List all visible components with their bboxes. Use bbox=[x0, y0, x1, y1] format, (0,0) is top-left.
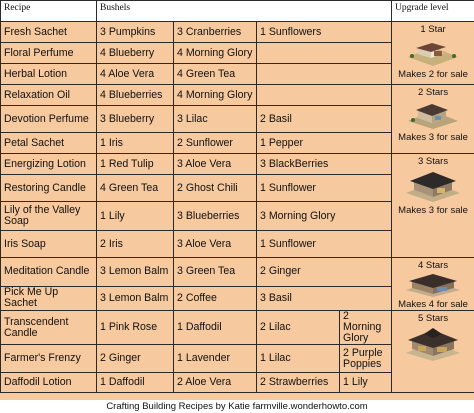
bushel-cell: 2 Aloe Vera bbox=[174, 373, 257, 393]
level-label: 5 Stars bbox=[417, 313, 449, 324]
recipe-name: Herbal Lotion bbox=[1, 64, 97, 85]
bushel-cell: 2 Iris bbox=[97, 231, 174, 258]
sale-label: Makes 3 for sale bbox=[398, 132, 468, 143]
dark-roof-building-icon bbox=[404, 169, 462, 203]
grand-building-icon bbox=[404, 326, 462, 362]
bushel-cell: 3 BlackBerries bbox=[257, 154, 392, 175]
sale-label: Makes 2 for sale bbox=[398, 69, 468, 80]
bushel-cell: 1 Sunflowers bbox=[257, 22, 392, 43]
bushel-cell: 2 Ginger bbox=[97, 345, 174, 373]
bushel-cell: 2 Sunflower bbox=[174, 133, 257, 154]
bushel-cell: 4 Green Tea bbox=[97, 175, 174, 202]
bushel-cell: 1 Pink Rose bbox=[97, 311, 174, 345]
recipe-name: Restoring Candle bbox=[1, 175, 97, 202]
recipe-name: Meditation Candle bbox=[1, 258, 97, 287]
bushel-cell: 1 Lily bbox=[97, 202, 174, 231]
level-label: 4 Stars bbox=[417, 260, 449, 271]
bushel-cell: 1 Sunflower bbox=[257, 175, 392, 202]
header-upgrade-level: Upgrade level bbox=[392, 1, 474, 22]
table-row bbox=[1, 258, 474, 287]
bushel-cell: 2 Lilac bbox=[257, 311, 340, 345]
upgrade-level-cell bbox=[392, 22, 474, 85]
upgrade-level-cell bbox=[392, 258, 474, 311]
table-header-row bbox=[1, 1, 474, 22]
bushel-cell: 3 Blueberries bbox=[174, 202, 257, 231]
header-recipe: Recipe bbox=[1, 1, 97, 22]
bushel-cell: 3 Lilac bbox=[174, 106, 257, 133]
bushel-cell: 3 Blueberry bbox=[97, 106, 174, 133]
large-shop-building-icon bbox=[404, 273, 462, 297]
image-caption: Crafting Building Recipes by Katie farmville.wonderhowto.com bbox=[106, 401, 368, 412]
recipe-name: Devotion Perfume bbox=[1, 106, 97, 133]
small-shop-building-icon bbox=[404, 100, 462, 130]
recipe-name: Iris Soap bbox=[1, 231, 97, 258]
bushel-cell: 2 Basil bbox=[257, 106, 392, 133]
bushel-cell: 2 Morning Glory bbox=[340, 311, 392, 345]
upgrade-level-cell bbox=[392, 85, 474, 154]
bushel-cell bbox=[257, 43, 392, 64]
header-bushels: Bushels bbox=[97, 1, 392, 22]
recipe-name: Petal Sachet bbox=[1, 133, 97, 154]
bushel-cell: 1 Sunflower bbox=[257, 231, 392, 258]
upgrade-level-cell bbox=[392, 311, 474, 393]
bushel-cell: 1 Lilac bbox=[257, 345, 340, 373]
bushel-cell: 1 Pepper bbox=[257, 133, 392, 154]
level-label: 2 Stars bbox=[417, 87, 449, 98]
sale-label: Makes 3 for sale bbox=[398, 205, 468, 216]
bushel-cell: 1 Lavender bbox=[174, 345, 257, 373]
bushel-cell: 1 Iris bbox=[97, 133, 174, 154]
bushel-cell: 4 Morning Glory bbox=[174, 85, 257, 106]
bushel-cell: 3 Basil bbox=[257, 286, 392, 310]
recipe-name: Relaxation Oil bbox=[1, 85, 97, 106]
table-row bbox=[1, 154, 474, 175]
bushel-cell: 1 Daffodil bbox=[174, 311, 257, 345]
bushel-cell: 2 Ghost Chili bbox=[174, 175, 257, 202]
bushel-cell: 2 Ginger bbox=[257, 258, 392, 287]
bushel-cell: 3 Green Tea bbox=[174, 258, 257, 287]
recipe-name: Lily of the Valley Soap bbox=[1, 202, 97, 231]
cottage-building-icon bbox=[404, 37, 462, 67]
bushel-cell: 3 Pumpkins bbox=[97, 22, 174, 43]
bushel-cell: 1 Lily bbox=[340, 373, 392, 393]
bushel-cell: 3 Lemon Balm bbox=[97, 258, 174, 287]
table-row bbox=[1, 85, 474, 106]
bushel-cell: 2 Strawberries bbox=[257, 373, 340, 393]
table-row bbox=[1, 311, 474, 345]
recipe-name: Farmer's Frenzy bbox=[1, 345, 97, 373]
bushel-cell: 3 Morning Glory bbox=[257, 202, 392, 231]
bushel-cell: 4 Blueberry bbox=[97, 43, 174, 64]
recipe-name: Floral Perfume bbox=[1, 43, 97, 64]
bushel-cell: 2 Coffee bbox=[174, 286, 257, 310]
bushel-cell: 1 Red Tulip bbox=[97, 154, 174, 175]
bushel-cell bbox=[257, 64, 392, 85]
recipe-name: Pick Me Up Sachet bbox=[1, 286, 97, 310]
table-row bbox=[1, 22, 474, 43]
recipe-name: Fresh Sachet bbox=[1, 22, 97, 43]
bushel-cell: 2 Purple Poppies bbox=[340, 345, 392, 373]
bushel-cell bbox=[257, 85, 392, 106]
bushel-cell: 4 Aloe Vera bbox=[97, 64, 174, 85]
bushel-cell: 3 Aloe Vera bbox=[174, 154, 257, 175]
bushel-cell: 4 Morning Glory bbox=[174, 43, 257, 64]
bushel-cell: 1 Daffodil bbox=[97, 373, 174, 393]
bushel-cell: 3 Lemon Balm bbox=[97, 286, 174, 310]
recipe-name: Transcendent Candle bbox=[1, 311, 97, 345]
recipe-name: Energizing Lotion bbox=[1, 154, 97, 175]
upgrade-level-cell bbox=[392, 154, 474, 258]
recipe-name: Daffodil Lotion bbox=[1, 373, 97, 393]
sale-label: Makes 4 for sale bbox=[398, 299, 468, 310]
bushel-cell: 4 Green Tea bbox=[174, 64, 257, 85]
bushel-cell: 3 Aloe Vera bbox=[174, 231, 257, 258]
bushel-cell: 3 Cranberries bbox=[174, 22, 257, 43]
bushel-cell: 4 Blueberries bbox=[97, 85, 174, 106]
level-label: 3 Stars bbox=[417, 156, 449, 167]
level-label: 1 Star bbox=[420, 24, 446, 35]
